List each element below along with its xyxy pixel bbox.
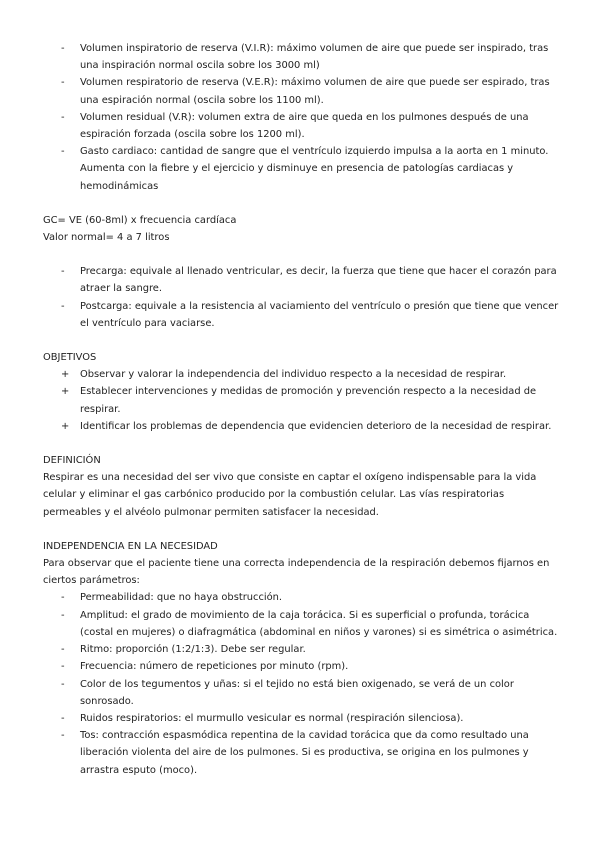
document-page — [43, 40, 563, 779]
list-item: - Volumen inspiratorio de reserva (V.I.R): máximo volumen de aire que puede ser inspirado, tras una inspiración normal oscila sobre los 3000 ml) — [43, 40, 563, 74]
list-item: - Volumen residual (V.R): volumen extra de aire que queda en los pulmones después de una espiración forzada (oscila sobre los 1200 ml). — [43, 109, 563, 143]
objectives-list — [43, 366, 563, 435]
independence-heading: INDEPENDENCIA EN LA NECESIDAD — [43, 540, 218, 552]
definition-text: Respirar es una necesidad del ser vivo que consiste en captar el oxígeno indispensable para la vida celular y eliminar el gas carbónico producido por la combustión celular. Las vías respiratorias permeables y el alvéolo pulmonar permiten satisfacer la necesidad. — [43, 472, 537, 518]
list-item: - Color de los tegumentos y uñas: si el tejido no está bien oxigenado, se verá de un color sonrosado. — [43, 676, 563, 710]
list-item: - Tos: contracción espasmódica repentina de la cavidad torácica que da como resultado una liberación violenta del aire de los pulmones. Si es productiva, se origina en los pulmones y arrastra esputo (moco). — [43, 727, 563, 779]
parameters-list — [43, 589, 563, 778]
formula-normal-value: Valor normal= 4 a 7 litros — [43, 232, 170, 244]
list-item: - Volumen respiratorio de reserva (V.E.R): máximo volumen de aire que puede ser espirado, tras una espiración normal (oscila sobre los 1100 ml). — [43, 74, 563, 108]
independence-intro: Para observar que el paciente tiene una correcta independencia de la respiración debemos fijarnos en ciertos parámetros: — [43, 558, 550, 587]
definition-heading: DEFINICIÓN — [43, 455, 101, 467]
list-item: - Frecuencia: número de repeticiones por minuto (rpm). — [43, 658, 563, 675]
list-item: + Establecer intervenciones y medidas de promoción y prevención respecto a la necesidad de respirar. — [43, 383, 563, 417]
formula-gc: GC= VE (60-8ml) x frecuencia cardíaca — [43, 214, 237, 226]
objectives-heading: OBJETIVOS — [43, 352, 97, 364]
loads-list — [43, 263, 563, 332]
list-item: + Identificar los problemas de dependencia que evidencien deterioro de la necesidad de respirar. — [43, 418, 563, 435]
list-item: - Precarga: equivale al llenado ventricular, es decir, la fuerza que tiene que hacer el corazón para atraer la sangre. — [43, 263, 563, 297]
list-item: - Ruidos respiratorios: el murmullo vesicular es normal (respiración silenciosa). — [43, 710, 563, 727]
list-item: + Observar y valorar la independencia del individuo respecto a la necesidad de respirar. — [43, 366, 563, 383]
list-item: - Permeabilidad: que no haya obstrucción. — [43, 589, 563, 606]
list-item: - Gasto cardiaco: cantidad de sangre que el ventrículo izquierdo impulsa a la aorta en 1 minuto. Aumenta con la fiebre y el ejercicio y disminuye en presencia de patologías cardiacas y hemodinámicas — [43, 143, 563, 195]
list-item: - Postcarga: equivale a la resistencia al vaciamiento del ventrículo o presión que tiene que vencer el ventrículo para vaciarse. — [43, 298, 563, 332]
list-item: - Ritmo: proporción (1:2/1:3). Debe ser regular. — [43, 641, 563, 658]
list-item: - Amplitud: el grado de movimiento de la caja torácica. Si es superficial o profunda, torácica (costal en mujeres) o diafragmática (abdominal en niños y varones) si es simétrica o asimétrica. — [43, 607, 563, 641]
volumes-list — [43, 40, 563, 195]
